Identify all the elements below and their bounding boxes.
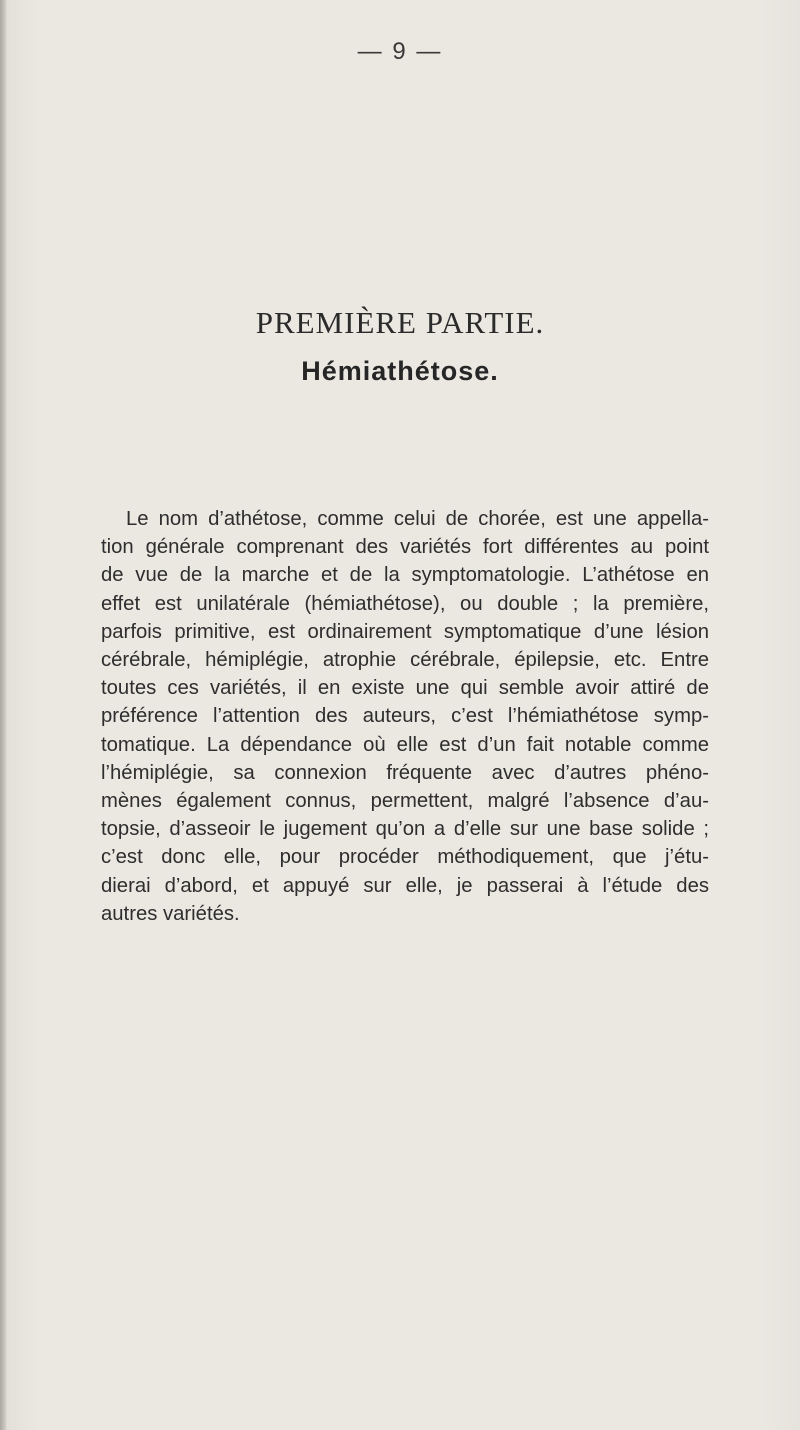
paragraph-line: topsie, d’asseoir le jugement qu’on a d’elle sur une base solide ;	[101, 818, 709, 841]
paragraph-line: c’est donc elle, pour procéder méthodiquement, que j’étu-	[101, 846, 709, 869]
paragraph-line: cérébrale, hémiplégie, atrophie cérébrale, épilepsie, etc. Entre	[101, 649, 709, 672]
paragraph-line: tion générale comprenant des variétés fort différentes au point	[101, 536, 709, 559]
body-paragraph	[101, 505, 709, 928]
paragraph-line: de vue de la marche et de la symptomatologie. L’athétose en	[101, 564, 709, 587]
chapter-title: Hémiathétose.	[301, 356, 499, 386]
paragraph-line: tomatique. La dépendance où elle est d’un fait notable comme	[101, 733, 709, 756]
paragraph-line: Le nom d’athétose, comme celui de chorée, est une appella-	[126, 508, 709, 530]
paragraph-line: autres variétés.	[101, 902, 240, 925]
paragraph-line: dierai d’abord, et appuyé sur elle, je passerai à l’étude des	[101, 874, 709, 897]
paragraph-line: préférence l’attention des auteurs, c’est l’hémiathétose symp-	[101, 705, 709, 728]
part-title: PREMIÈRE PARTIE.	[255, 305, 545, 340]
paragraph-line: l’hémiplégie, sa connexion fréquente avec d’autres phéno-	[101, 761, 709, 784]
paragraph-line: parfois primitive, est ordinairement symptomatique d’une lésion	[101, 620, 709, 643]
page-number: — 9 —	[357, 38, 443, 65]
paragraph-line: effet est unilatérale (hémiathétose), ou double ; la première,	[101, 592, 709, 615]
binding-edge	[0, 0, 6, 1430]
paragraph-line: mènes également connus, permettent, malgré l’absence d’au-	[101, 790, 709, 813]
paragraph-line: toutes ces variétés, il en existe une qui semble avoir attiré de	[101, 677, 709, 700]
